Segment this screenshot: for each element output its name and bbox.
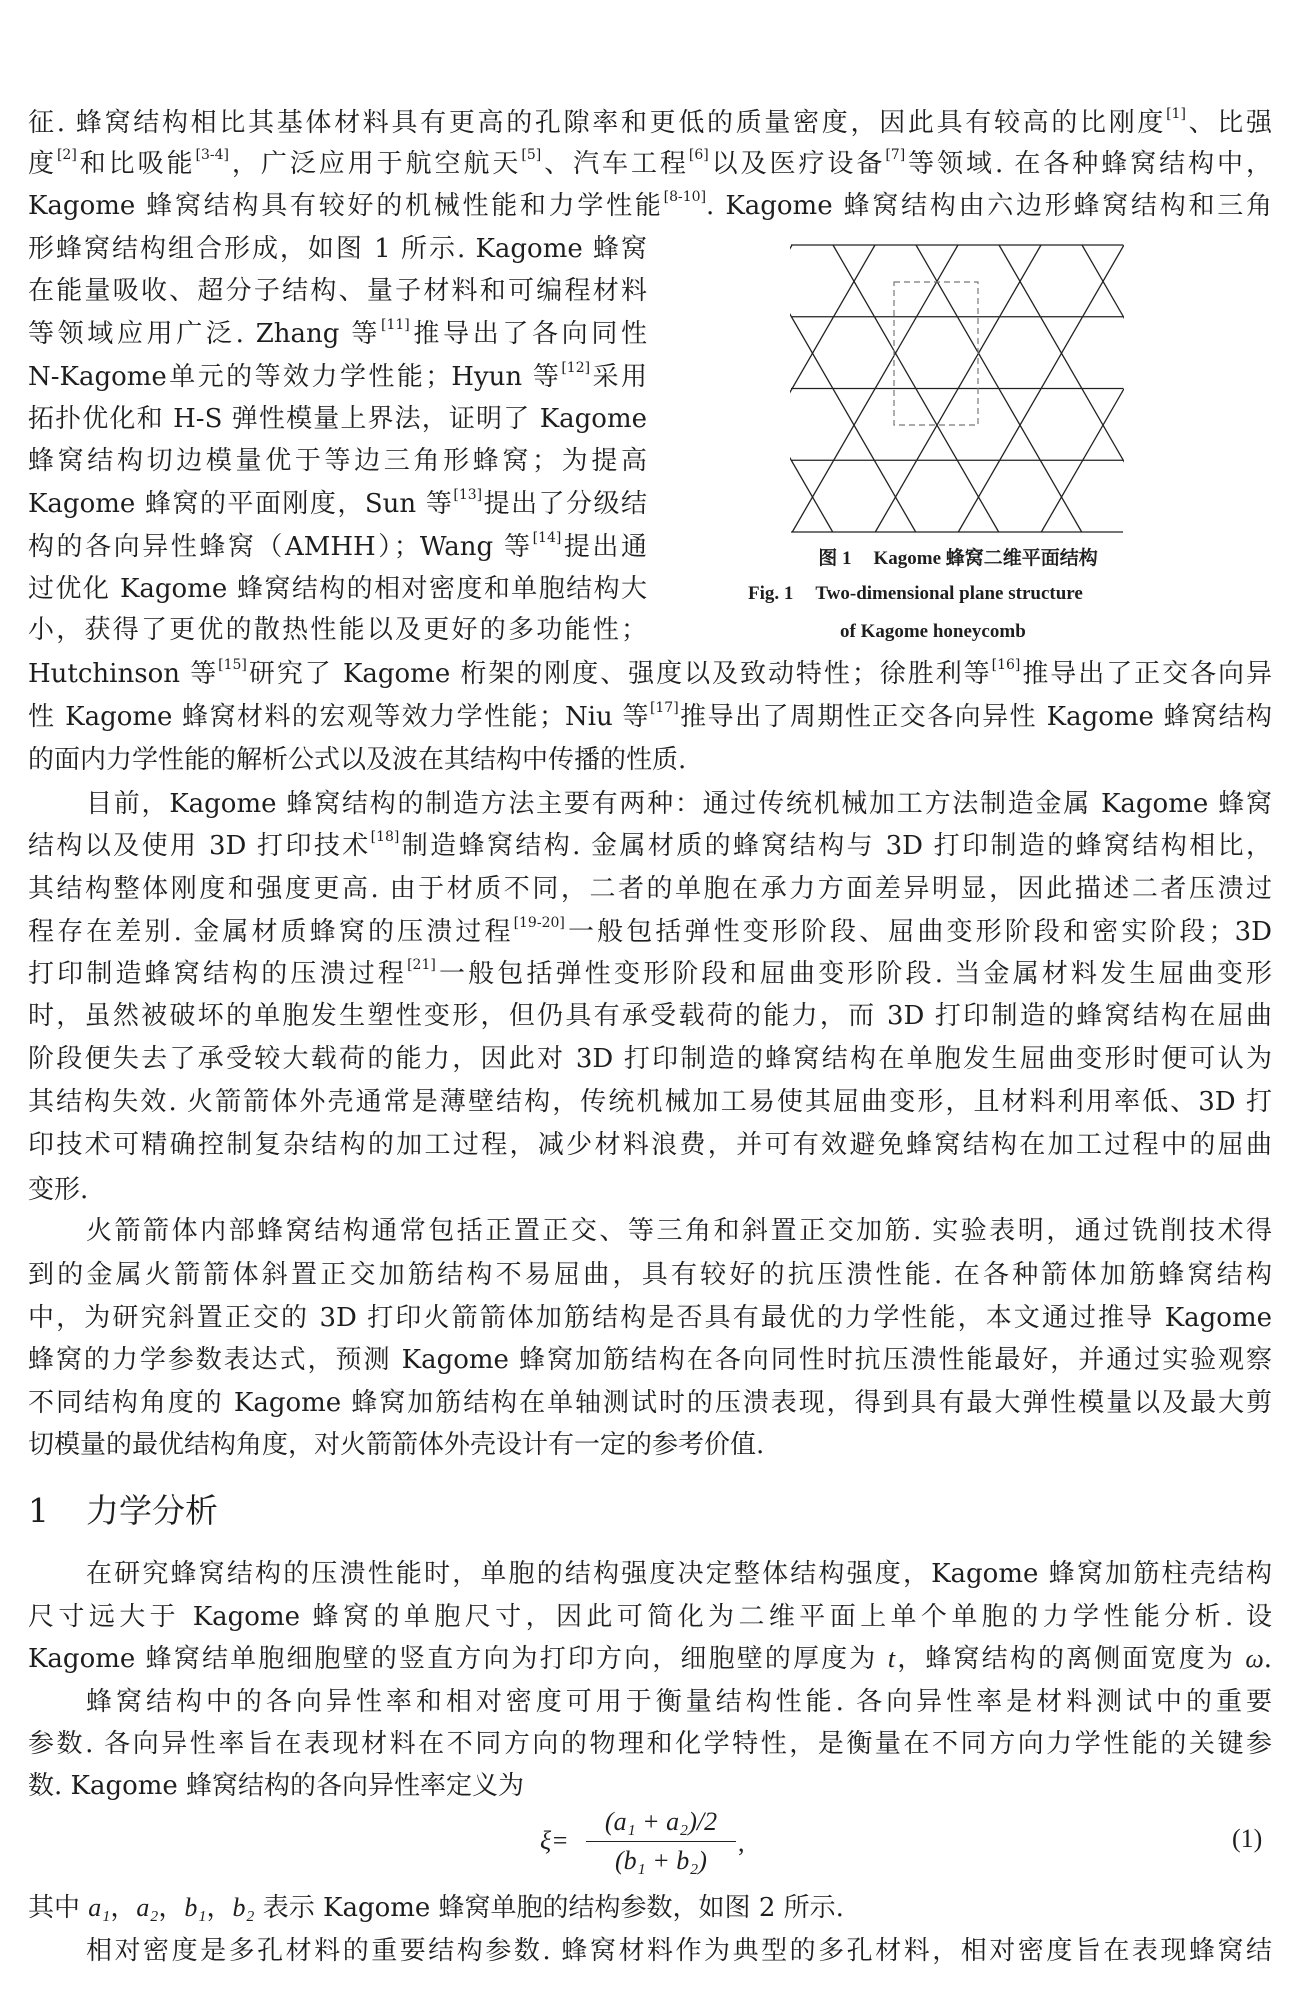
figure-caption-cn (740, 543, 1176, 570)
section-number: 1 (28, 1491, 49, 1530)
text-segment: 征. 蜂窝结构相比其基体材料具有更高的孔隙率和更低的质量密度，因此具有较高的比刚度 (28, 108, 1167, 138)
text-segment: 研究了 Kagome 桁架的刚度、强度以及致动特性；徐胜利等 (246, 659, 992, 689)
fraction-bar (586, 1841, 736, 1842)
text-line (28, 912, 1272, 952)
kagome-figure (780, 236, 1140, 541)
math-symbol: ω (1245, 1644, 1264, 1673)
citation-ref: [1] (1166, 106, 1186, 122)
text-segment: 拓扑优化和 H-S 弹性模量上界法，证明了 Kagome (28, 404, 647, 434)
text-segment: 参数. 各向异性率旨在表现材料在不同方向的物理和化学特性，是衡量在不同方向力学性能的关键参 (28, 1729, 1272, 1759)
text-segment: 和比吸能 (76, 149, 196, 179)
section-title: 力学分析 (86, 1491, 218, 1530)
text-segment: . (1263, 1644, 1273, 1674)
text-line (28, 1425, 1272, 1465)
text-line (28, 441, 647, 481)
math-symbol: t (887, 1644, 896, 1673)
citation-ref: [18] (370, 829, 400, 845)
text-segment: 度 (28, 149, 57, 179)
text-line (28, 740, 1272, 780)
text-segment: 变形. (28, 1175, 89, 1205)
text-segment: 程存在差别. 金属材质蜂窝的压溃过程 (28, 917, 514, 947)
text-segment: 提出通 (561, 532, 647, 562)
citation-ref: [5] (521, 147, 542, 163)
text-line (28, 610, 647, 650)
math-symbol: a₁ (88, 1893, 111, 1922)
text-segment: 目前，Kagome 蜂窝结构的制造方法主要有两种：通过传统机械加工方法制造金属 Kagome 蜂窝 (86, 789, 1272, 819)
citation-ref: [6] (688, 147, 709, 163)
denominator: (b₁ + b₂) (615, 1846, 707, 1875)
text-segment: 小，获得了更优的散热性能以及更好的多功能性； (28, 615, 647, 645)
text-segment: 火箭箭体内部蜂窝结构通常包括正置正交、等三角和斜置正交加筋. 实验表明，通过铣削技术得 (86, 1216, 1272, 1246)
text-segment: 蜂窝的力学参数表达式，预测 Kagome 蜂窝加筋结构在各向同性时抗压溃性能最好，并通过实验观察 (28, 1345, 1272, 1375)
text-line (28, 314, 647, 354)
text-segment: 印技术可精确控制复杂结构的加工过程，减少材料浪费，并可有效避免蜂窝结构在加工过程中的屈曲 (28, 1130, 1272, 1160)
caption-en-label: Fig. 1 (748, 583, 794, 604)
text-segment: 尺寸远大于 Kagome 蜂窝的单胞尺寸，因此可简化为二维平面上单个单胞的力学性能分析. 设 (28, 1602, 1272, 1632)
text-segment: 推导出了各向同性 (409, 319, 647, 349)
text-segment: 到的金属火箭箭体斜置正交加筋结构不易屈曲，具有较好的抗压溃性能. 在各种箭体加筋蜂窝结构 (28, 1260, 1272, 1290)
math-symbol: b₁ (184, 1893, 207, 1922)
text-segment: 不同结构角度的 Kagome 蜂窝加筋结构在单轴测试时的压溃表现，得到具有最大弹性模量以及最大剪 (28, 1388, 1272, 1418)
text-segment: 在研究蜂窝结构的压溃性能时，单胞的结构强度决定整体结构强度，Kagome 蜂窝加筋柱壳结构 (86, 1559, 1272, 1589)
text-line (28, 1039, 1272, 1079)
unit-cell-dashed-box (894, 282, 978, 425)
caption-en-text: Two-dimensional plane structure (815, 583, 1083, 604)
text-line (28, 1125, 1272, 1165)
text-segment: 制造蜂窝结构. 金属材质的蜂窝结构与 3D 打印制造的蜂窝结构相比， (399, 831, 1273, 861)
text-segment: 推导出了正交各向异 (1020, 659, 1272, 689)
text-line (28, 186, 1272, 226)
text-segment: 性 Kagome 蜂窝材料的宏观等效力学性能；Niu 等 (28, 702, 650, 732)
text-segment: Hutchinson 等 (28, 659, 219, 689)
text-line (28, 1597, 1272, 1637)
text-segment: 蜂窝结构切边模量优于等边三角形蜂窝；为提高 (28, 446, 647, 476)
text-segment: 形蜂窝结构组合形成，如图 1 所示. Kagome 蜂窝 (28, 234, 647, 264)
citation-ref: [19-20] (513, 915, 565, 931)
text-line (28, 996, 1272, 1036)
citation-ref: [15] (218, 657, 247, 673)
citation-ref: [2] (56, 147, 77, 163)
text-line (28, 1766, 1272, 1806)
text-line (28, 1298, 1272, 1338)
text-segment: 一般包括弹性变形阶段和屈曲变形阶段. 当金属材料发生屈曲变形 (435, 959, 1272, 989)
text-line (86, 1211, 1272, 1251)
text-segment: 等领域. 在各种蜂窝结构中， (905, 149, 1272, 179)
text-line (28, 399, 647, 439)
equation-number: (1) (1232, 1824, 1263, 1853)
text-line (28, 357, 647, 397)
text-segment: 阶段便失去了承受较大载荷的能力，因此对 3D 打印制造的蜂窝结构在单胞发生屈曲变形时便可认为 (28, 1044, 1272, 1074)
citation-ref: [14] (532, 530, 562, 546)
text-segment: 推导出了周期性正交各向异性 Kagome 蜂窝结构 (678, 702, 1272, 732)
citation-ref: [3-4] (195, 147, 229, 163)
text-segment: 一般包括弹性变形阶段、屈曲变形阶段和密实阶段；3D (564, 917, 1272, 947)
text-line (28, 144, 1272, 184)
text-line (28, 1082, 1272, 1122)
text-segment: ， (158, 1893, 185, 1923)
text-segment: 切模量的最优结构角度，对火箭箭体外壳设计有一定的参考价值. (28, 1430, 765, 1460)
text-segment: 打印制造蜂窝结构的压溃过程 (28, 959, 408, 989)
text-line (28, 271, 647, 311)
citation-ref: [8-10] (663, 189, 707, 205)
numerator: (a₁ + a₂)/2 (604, 1807, 718, 1836)
text-segment: . Kagome 蜂窝结构由六边形蜂窝结构和三角 (706, 191, 1272, 221)
text-line (28, 103, 1272, 143)
text-segment: 时，虽然被破坏的单胞发生塑性变形，但仍具有承受载荷的能力，而 3D 打印制造的蜂窝结构在屈曲 (28, 1001, 1272, 1031)
caption-cn-label: 图 1 (818, 548, 852, 569)
text-segment: Kagome 蜂窝结构具有较好的机械性能和力学性能 (28, 191, 664, 221)
citation-ref: [17] (649, 700, 679, 716)
text-line (86, 1554, 1272, 1594)
text-line (28, 1888, 1272, 1928)
text-segment: ， (110, 1893, 137, 1923)
figure-caption-en (748, 583, 1083, 605)
text-segment: 数. Kagome 蜂窝结构的各向异性率定义为 (28, 1771, 525, 1801)
text-segment: 表示 Kagome 蜂窝单胞的结构参数，如图 2 所示. (254, 1893, 844, 1923)
citation-ref: [21] (407, 957, 436, 973)
text-segment: ，蜂窝结构的离侧面宽度为 (895, 1644, 1246, 1674)
math-symbol: a₂ (136, 1893, 159, 1922)
text-segment: 采用 (590, 362, 647, 392)
text-segment: 过优化 Kagome 蜂窝结构的相对密度和单胞结构大 (28, 574, 647, 604)
lattice-diagonal-line (1124, 245, 1140, 532)
citation-ref: [16] (991, 657, 1021, 673)
citation-ref: [7] (885, 147, 906, 163)
text-line (28, 654, 1272, 694)
text-line (86, 1682, 1272, 1722)
text-segment: 以及医疗设备 (708, 149, 886, 179)
text-segment: 其中 (28, 1893, 89, 1923)
text-segment: 、比强 (1185, 108, 1272, 138)
text-line (28, 697, 1272, 737)
text-line (28, 229, 647, 269)
text-line (28, 1170, 1272, 1210)
text-segment: ，广泛应用于航空航天 (228, 149, 522, 179)
text-segment: 提出了分级结 (482, 489, 647, 519)
citation-ref: [13] (453, 487, 483, 503)
text-segment: Kagome 蜂窝结单胞细胞壁的竖直方向为打印方向，细胞壁的厚度为 (28, 1644, 888, 1674)
citation-ref: [11] (381, 317, 410, 333)
figure-caption-en-line2: of Kagome honeycomb (840, 621, 1026, 642)
section-heading (28, 1490, 218, 1532)
text-segment: 其结构失效. 火箭箭体外壳通常是薄壁结构，传统机械加工易使其屈曲变形，且材料利用率低、3D 打 (28, 1087, 1272, 1117)
text-line (28, 1383, 1272, 1423)
text-segment: ， (206, 1893, 233, 1923)
text-line (28, 869, 1272, 909)
text-line (28, 1639, 1272, 1679)
text-segment: 、汽车工程 (541, 149, 689, 179)
lattice-diagonal-line (780, 245, 792, 532)
text-line (28, 954, 1272, 994)
text-segment: Kagome 蜂窝的平面刚度，Sun 等 (28, 489, 454, 519)
text-line (28, 527, 647, 567)
caption-cn-text: Kagome 蜂窝二维平面结构 (873, 548, 1098, 569)
text-line (28, 569, 647, 609)
text-line (86, 784, 1272, 824)
text-segment: 结构以及使用 3D 打印技术 (28, 831, 371, 861)
equation-comma: , (738, 1828, 745, 1857)
citation-ref: [12] (561, 360, 591, 376)
text-segment: 的面内力学性能的解析公式以及波在其结构中传播的性质. (28, 745, 687, 775)
text-segment: 等领域应用广泛. Zhang 等 (28, 319, 382, 349)
text-segment: 蜂窝结构中的各向异性率和相对密度可用于衡量结构性能. 各向异性率是材料测试中的重要 (86, 1687, 1272, 1717)
text-line (28, 826, 1272, 866)
text-segment: 其结构整体刚度和强度更高. 由于材质不同，二者的单胞在承力方面差异明显，因此描述二者压溃过 (28, 874, 1272, 904)
text-line (28, 1724, 1272, 1764)
math-symbol: b₂ (232, 1893, 255, 1922)
text-segment: N-Kagome单元的等效力学性能；Hyun 等 (28, 362, 562, 392)
equation-lhs: ξ= (540, 1826, 569, 1855)
text-segment: 中，为研究斜置正交的 3D 打印火箭箭体加筋结构是否具有最优的力学性能，本文通过推导 Kagome (28, 1303, 1272, 1333)
text-line (86, 1931, 1272, 1971)
fraction (586, 1804, 736, 1879)
text-line (28, 1340, 1272, 1380)
text-segment: 在能量吸收、超分子结构、量子材料和可编程材料 (28, 276, 647, 306)
text-line (28, 484, 647, 524)
text-segment: 构的各向异性蜂窝（AMHH）；Wang 等 (28, 532, 533, 562)
text-line (28, 1255, 1272, 1295)
text-segment: 相对密度是多孔材料的重要结构参数. 蜂窝材料作为典型的多孔材料，相对密度旨在表现蜂窝结 (86, 1936, 1272, 1966)
